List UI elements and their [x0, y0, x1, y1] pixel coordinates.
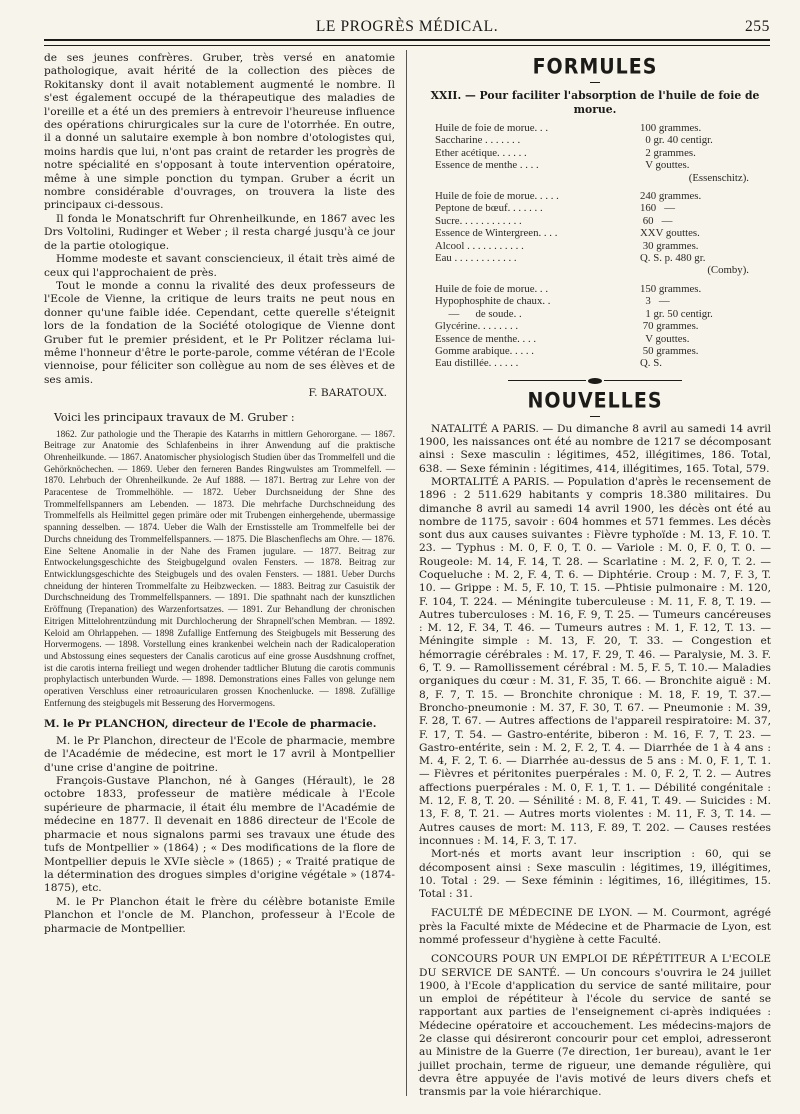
ingredient: Peptone de bœuf. . . . . . .: [435, 202, 543, 215]
quantity: 1 gr. 50 centigr.: [640, 307, 713, 320]
recipe-row: [435, 240, 765, 252]
planchon-heading: M. le Pr PLANCHON, directeur de l'Ecole de pharmacie.: [44, 718, 377, 731]
running-head: [44, 18, 770, 40]
quantity: Q. S. p. 480 gr.: [640, 252, 706, 265]
paragraph: de ses jeunes confrères. Gruber, très versé en anatomie pathologique, avait hérité de la collection des pièces de Rokitansky dont il avait notablement augmenté le nombre. Il s'est également occupé de la thérapeutique des maladies de l'oreille et a été un des premiers à entrevoir l'heureuse influence des opérations chirurgicales sur la cure de l'otorrhée. En outre, il a donné un salutaire exemple à bon nombre d'otologistes qui, moins hardis que lui, n'ont pas craint de retarder les progrès de notre spécialité en s'opposant à toute intervention opératoire, même à une simple ponction du tympan. Gruber a écrit un nombre considérable d'ouvrages, on trouvera la liste des principaux ci-dessous.: [44, 52, 395, 212]
ingredient: Ether acétique. . . . . .: [435, 146, 527, 159]
ingredient: Saccharine . . . . . . .: [435, 134, 521, 147]
recipe-row: [435, 345, 765, 357]
nouvelles-title: NOUVELLES: [527, 388, 663, 413]
recipe-row: [435, 190, 765, 202]
formula-heading: XXII. — Pour faciliter l'absorption de l'huile de foie de morue.: [430, 89, 760, 116]
recipe-row: [435, 215, 765, 227]
quantity: 50 grammes.: [640, 344, 699, 357]
paragraph: François-Gustave Planchon, né à Ganges (Hérault), le 28 octobre 1833, professeur de matière médicale à l'Ecole supérieure de pharmacie, il était élu membre de l'Académie de médecine en 1877. Il devenait en 1886 directeur de l'Ecole de pharmacie et nous signalons parmi ses travaux une étude des tufs de Montpellier » (1864) ; « Des modifications de la flore de Montpellier depuis le XVIe siècle » (1865) ; « Traité pratique de la détermination des drogues simples d'origine végétale » (1874-1875), etc.: [44, 775, 395, 895]
left-column: [44, 52, 395, 936]
quantity: 2 grammes.: [640, 146, 696, 159]
signature: F. BARATOUX.: [308, 387, 387, 400]
title-dash: [590, 82, 600, 83]
ingredient: Huile de foie de morue. . .: [435, 282, 549, 295]
works-heading: Voici les principaux travaux de M. Gruber :: [54, 410, 295, 424]
recipe-row: [435, 308, 765, 320]
gruber-obituary: [44, 52, 395, 401]
paragraph: Il fonda le Monatschrift fur Ohrenheilkunde, en 1867 avec les Drs Voltolini, Rudinger et Weber ; il resta chargé jusqu'à ce jour de la partie otologique.: [44, 212, 395, 252]
right-column: [419, 52, 771, 1100]
ingredient: — de soude. .: [435, 307, 522, 320]
news-mortalite: MORTALITÉ A PARIS. — Population d'après le recensement de 1896 : 2 511.629 habitants y compris 18.380 militaires. Du dimanche 8 avril au samedi 14 avril 1900, les décès ont été au nombre de 1175, savoir : 604 hommes et 571 femmes. Les décès sont dus aux causes suivantes : Fièvre typhoïde : M. 13, F. 10. T. 23. — Typhus : M. 0, F. 0, T. 0. — Variole : M. 0, F. 0, T. 0. — Rougeole: M. 14, F. 14, T. 28. — Scarlatine : M. 2, F. 0, T. 2. — Coqueluche : M. 2, F. 4, T. 6. — Diphtérie. Croup : M. 7, F. 3, T. 10. — Grippe : M. 5, F. 10, T. 15. —Phtisie pulmonaire : M. 120, F. 104, T. 224. — Méningite tuberculeuse : M. 11, F. 8, T. 19. — Autres tuberculoses : M. 16, F. 9, T. 25. — Tumeurs cancéreuses : M. 12, F. 34, T. 46. — Tumeurs autres : M. 1, F. 12, T. 13. — Méningite simple : M. 13, F. 20, T. 33. — Congestion et hémorragie cérébrales : M. 17, F. 29, T. 46. — Paralysie, M. 3. F. 6, T. 9. — Ramollissement cérébral : M. 5, F. 5, T. 10.— Maladies organiques du cœur : M. 31, F. 35, T. 66. — Bronchite aiguë : M. 8, F. 7, T. 15. — Bronchite chronique : M. 18, F. 19, T. 37.— Broncho-pneumonie : M. 37, F. 30, T. 67. — Pneumonie : M. 39, F. 28, T. 67. — Autres affections de l'appareil respiratoire: M. 37, F. 17, T. 54. — Gastro-entérite, biberon : M. 16, F. 7, T. 23. — Gastro-entérite, sein : M. 2, F. 2, T. 4. — Diarrhée de 1 à 4 ans : M. 4, F. 2, T. 6. — Diarrhée au-dessus de 5 ans : M. 0, F. 1, T. 1. — Fièvres et péritonites puerpérales : M. 0, F. 2, T. 2. — Autres affections puerpérales : M. 0, F. 1, T. 1. — Débilité congénitale : M. 12, F. 8, T. 20. — Sénilité : M. 8, F. 41, T. 49. — Suicides : M. 13, F. 8, T. 21. — Autres morts violentes : M. 11, F. 3, T. 14. — Autres causes de mort: M. 113, F. 89, T. 202. — Causes restées inconnues : M. 14, F. 3, T. 17.: [419, 475, 771, 847]
recipe-source: (Comby).: [707, 264, 749, 277]
quantity: V gouttes.: [640, 332, 690, 345]
ingredient: Eau . . . . . . . . . . . .: [435, 252, 517, 265]
news-natalite: NATALITÉ A PARIS. — Du dimanche 8 avril au samedi 14 avril 1900, les naissances ont été au nombre de 1217 se décomposant ainsi : Sexe masculin : légitimes, 452, illégitimes, 186. Total, 638. — Sexe féminin : légitimes, 414, illégitimes, 165. Total, 579.: [419, 422, 771, 475]
recipe-row: [435, 227, 765, 239]
column-divider: [406, 50, 407, 1096]
works-list: [44, 430, 395, 711]
recipe: [435, 122, 765, 184]
ingredient: Huile de foie de morue. . .: [435, 122, 549, 134]
recipe-row: [435, 252, 765, 264]
recipe-row: [435, 320, 765, 332]
works-text: 1862. Zur pathologie und the Therapie des Katarrhs in mittlern Gehororgane. — 1867. Beitrage zur Anatomie des Schlafenbeins in ihrer Anwendung auf die praktische Ohrenheilkunde. — 1867. Anatomischer physiologisch Studien über das Trommelfell und die Gehörknöchechen. — 1869. Ueber den ferneren Bandes Ringwulstes am Trommelfell. — 1870. Lehrbuch der Ohrenheilkunde. 2e Auf 1888. — 1871. Bertrag zur Lehre von der Paracentese de Trommelhöhle. — 1872. Ueber Durchsneidung der Shne des Trommelfellspanners am Lebenden. — 1873. Die mehrfache Durchschneidung des Trommelfells als Heilmittel gegen primäre oder mit Trubengen einhergehende, ubermassige spanning desselben. — 1874. Ueber die Walh der Ernstisstelle am Trommelfelle bei der Durchs chneidung des Trommelfellspanners. — 1875. Die Blaschenflechs am Ohre. — 1876. Eine Seltene Anomalie in der Nahe des Framen jugulare. — 1877. Beitrag zur Entwockelungsgeschichte des Steigbugelgund ovalen Fensters. — 1878. Beitrag zur Entwicklungsgeschichte des Steigbugels und des ovalen Fensters. — 1881. Ueber Durchs chneidung der hinteren Trommelfalte zu Heibzwecken. — 1883. Beitrag zur Casuistik der Durchschneidung des Trommelfellspanners. — 1891. Die spathnaht nach der kunsztlichen Eröffnung (Trepanation) des Warzenfortsatzes. — 1891. Zur Behandlung der chronischen Eitrigen Mittelohrentzündung mit Durchlocherung der Shrapnell'schen Membran. — 1892. Keloid am Ohrlappehen. — 1898 Zufallige Entfernung des Steigbugels mit Besserung des Horvermogens. — 1898. Vorstellung eines krankenbei welchein nach der Radicaloperation und Abstossung eines sequesters der Canalis caroticus auf eine grosse Ausdshnung croffnet, ist die carotis interna freiliegt und wegen drohender tadtlicher Blutung die carotis communis prophylactisch unterbunden Wurde. — 1898. Demonstrations eines Falles von gelunge nem operativen Verschluss einer retroauricularen grossen Knochenlucke. — 1898. Zufällige Entfernung des steigbugels mit Besserung des Horvermogens.: [44, 429, 395, 709]
header-rule: [44, 39, 770, 46]
title-dash: [590, 416, 600, 417]
quantity: V gouttes.: [640, 159, 690, 172]
recipe-list: [419, 122, 771, 370]
quantity: 70 grammes.: [640, 320, 699, 333]
paragraph: Tout le monde a connu la rivalité des deux professeurs de l'Ecole de Vienne, la critique de leurs traits ne peut nous en donner qu'une faible idée. Cependant, cette querelle s'éteignit lors de la fondation de la Société otologique de Vienne dont Gruber fut le premier président, et le Pr Politzer réclama lui-même l'honneur d'être le porte-parole, comme vétéran de l'Ecole viennoise, pour féliciter son collègue au nom de ses élèves et de ses amis.: [44, 279, 395, 386]
ingredient: Eau distillée. . . . . .: [435, 357, 519, 370]
recipe: [435, 190, 765, 277]
ingredient: Alcool . . . . . . . . . . .: [435, 239, 524, 252]
ingredient: Essence de Wintergreen. . . .: [435, 227, 558, 240]
quantity: 240 grammes.: [640, 190, 702, 203]
recipe-row: [435, 202, 765, 214]
recipe-row: [435, 283, 765, 295]
recipe-row: [435, 333, 765, 345]
paragraph: M. le Pr Planchon était le frère du célèbre botaniste Emile Planchon et l'oncle de M. Planchon, professeur à l'Ecole de pharmacie de Montpellier.: [44, 895, 395, 935]
quantity: 3 —: [640, 295, 670, 308]
recipe-row: [435, 295, 765, 307]
recipe-row: [435, 357, 765, 369]
quantity: XXV gouttes.: [640, 227, 700, 240]
ingredient: Hypophosphite de chaux. .: [435, 295, 551, 308]
nouvelles-body: [419, 423, 771, 1100]
page-number: 255: [744, 18, 770, 35]
quantity: Q. S.: [640, 357, 662, 370]
section-ornament: [419, 378, 771, 384]
ingredient: Huile de foie de morue. . . . .: [435, 190, 559, 203]
ingredient: Gomme arabique. . . . .: [435, 344, 534, 357]
running-title: LE PROGRÈS MÉDICAL.: [315, 18, 499, 35]
recipe-row: [435, 159, 765, 171]
recipe-source: (Essenschitz).: [688, 171, 749, 184]
planchon-obituary: [44, 718, 395, 936]
ingredient: Glycérine. . . . . . . .: [435, 320, 519, 333]
quantity: 160 —: [640, 202, 676, 215]
quantity: 0 gr. 40 centigr.: [640, 134, 713, 147]
ingredient: Sucre. . . . . . . . . . . .: [435, 214, 522, 227]
news-mort-nes: Mort-nés et morts avant leur inscription : 60, qui se décomposent ainsi : Sexe masculin : légitimes, 19, illégitimes, 10. Total : 29. — Sexe féminin : légitimes, 16, illégitimes, 15. Total : 31.: [419, 848, 771, 901]
paragraph: Homme modeste et savant consciencieux, il était très aimé de ceux qui l'approchaient de près.: [44, 253, 395, 279]
paragraph: M. le Pr Planchon, directeur de l'Ecole de pharmacie, membre de l'Académie de médecine, est mort le 17 avril à Montpellier d'une crise d'angine de poitrine.: [44, 734, 395, 774]
quantity: 30 grammes.: [640, 239, 699, 252]
quantity: 60 —: [640, 214, 673, 227]
recipe-row: [435, 134, 765, 146]
recipe: [435, 283, 765, 370]
news-concours: CONCOURS POUR UN EMPLOI DE RÉPÉTITEUR A L'ECOLE DU SERVICE DE SANTÉ. — Un concours s'ouvrira le 24 juillet 1900, à l'Ecole d'application du service de santé militaire, pour un emploi de répétiteur à l'école du service de santé se rapportant aux parties de l'enseignement ci-après indiquées : Médecine opératoire et accouchement. Les médecins-majors de 2e classe qui désireront concourir pour cet emploi, adresseront au Ministre de la Guerre (7e direction, 1er bureau), avant le 1er juillet prochain, terme de rigueur, une demande régulière, qui devra être appuyée de l'avis motivé de leurs divers chefs et transmis par la voie hiérarchique.: [419, 953, 771, 1099]
ingredient: Essence de menthe . . . .: [435, 159, 539, 172]
recipe-row: [435, 147, 765, 159]
news-faculte-lyon: FACULTÉ DE MÉDECINE DE LYON. — M. Courmont, agrégé près la Faculté mixte de Médecine et de Pharmacie de Lyon, est nommé professeur d'hygiène à cette Faculté.: [419, 907, 771, 946]
quantity: 100 grammes.: [640, 122, 702, 134]
recipe-row: [435, 122, 765, 134]
ingredient: Essence de menthe. . . .: [435, 332, 537, 345]
quantity: 150 grammes.: [640, 282, 702, 295]
formules-title: FORMULES: [532, 54, 658, 80]
